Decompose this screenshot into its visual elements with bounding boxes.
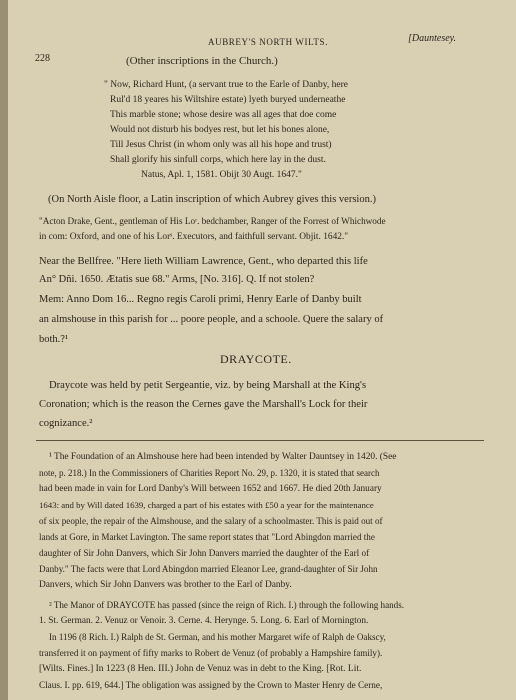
footnote-1-line: of six people, the repair of the Almshouse, and the salary of a schoolmaster. This is paid out of [39, 516, 383, 526]
epitaph-line: " Now, Richard Hunt, (a servant true to the Earle of Danby, here [104, 80, 349, 90]
footnote-1-line: daughter of Sir John Danvers, which Sir John Danvers married the daughter of the Earl of [39, 548, 370, 558]
page-number: 228 [35, 53, 50, 64]
epitaph-line: This marble stone; whose desire was all ages that doe come [110, 110, 337, 120]
footnote-rule [36, 440, 484, 441]
north-aisle-note: (On North Aisle floor, a Latin inscription of which Aubrey gives this version.) [48, 194, 376, 205]
epitaph-line: Natus, Apl. 1, 1581. Obijt 30 Augt. 1647." [141, 170, 302, 180]
footnote-1-line: Danby." The facts were that Lord Abingdon married Eleanor Lee, grand-daughter of Sir John [39, 564, 378, 574]
footnote-2-line: 1. St. German. 2. Venuz or Venoir. 3. Cerne. 4. Heryngе. 5. Long. 6. Earl of Mornington. [39, 616, 369, 626]
epitaph-line: Till Jesus Christ (in whom only was all his hope and trust) [110, 140, 332, 150]
epitaph-line: Would not disturb his bodyes rest, but let his bones alone, [110, 125, 330, 135]
inscriptions-heading: (Other inscriptions in the Church.) [126, 55, 278, 67]
footnote-1-line: Danvers, which Sir John Danvers was brother to the Earl of Danby. [39, 580, 292, 590]
footnote-2-line: Claus. I. pp. 619, 644.] The obligation was assigned by the Crown to Master Henry de Cerne, [39, 680, 383, 690]
footnote-2-line: ² The Manor of DRAYCOTE has passed (since the reign of Rich. I.) through the following hands. [49, 600, 405, 610]
epitaph-line: Rul'd 18 yeares his Wiltshire estate) lyeth buryed underneathe [110, 95, 346, 105]
footnote-1-line: ¹ The Foundation of an Almshouse here had been intended by Walter Dauntsey in 1420. (See [49, 452, 397, 462]
book-page [8, 0, 516, 700]
footnote-1-line: had been made in vain for Lord Danby's Will between 1652 and 1667. He died 20th January [39, 484, 382, 494]
footnote-2-line: [Wilts. Fines.] In 1223 (8 Hen. III.) John de Venuz was in debt to the King. [Rot. Lit. [39, 664, 362, 674]
draycote-line: Coronation; which is the reason the Cernes gave the Marshall's Lock for their [39, 399, 368, 410]
footnote-2-line: transferred it on payment of fifty marks to Robert de Venuz (of probably a Hampshire family). [39, 648, 383, 658]
acton-line: in com: Oxford, and one of his Lorˢ. Executors, and faithfull servant. Objit. 1642." [39, 232, 349, 242]
bellfree-line: An° Dñi. 1650. Ætatis sue 68." Arms, [No. 316]. Q. If not stolen? [39, 274, 315, 285]
footnote-1-line: note, p. 218.) In the Commissioners of Charities Report No. 29, p. 1320, it is stated that search [39, 468, 380, 478]
footnote-2-line: In 1196 (8 Rich. I.) Ralph de St. German, and his mother Margaret wife of Ralph de Oakscy, [49, 632, 386, 642]
section-marker: [Dauntesey. [408, 33, 457, 44]
epitaph-line: Shall glorify his sinfull corps, which here lay in the dust. [110, 155, 326, 165]
section-title: DRAYCOTE. [220, 352, 292, 366]
draycote-line: Draycote was held by petit Sergeantie, viz. by being Marshall at the King's [49, 380, 367, 391]
bellfree-line: Near the Bellfree. "Here lieth William Lawrence, Gent., who departed this life [39, 256, 368, 267]
running-title: AUBREY'S NORTH WILTS. [208, 37, 328, 47]
footnote-1-line: 1643: and by Will dated 1639, charged a part of his estates with £50 a year for the maintenance [39, 500, 374, 510]
bellfree-line: an almshouse in this parish for ... poore people, and a schoole. Quere the salary of [39, 314, 384, 325]
bellfree-line: both.?¹ [39, 334, 69, 345]
bellfree-line: Mem: Anno Dom 16... Regno regis Caroli primi, Henry Earle of Danby built [39, 294, 362, 305]
footnote-1-line: lands at Gore, in Market Lavington. The same report states that "Lord Abingdon married the [39, 532, 375, 542]
draycote-line: cognizance.² [39, 418, 93, 429]
acton-line: "Acton Drake, Gent., gentleman of His Loʳ. bedchamber, Ranger of the Forrest of Whichwode [39, 216, 386, 226]
